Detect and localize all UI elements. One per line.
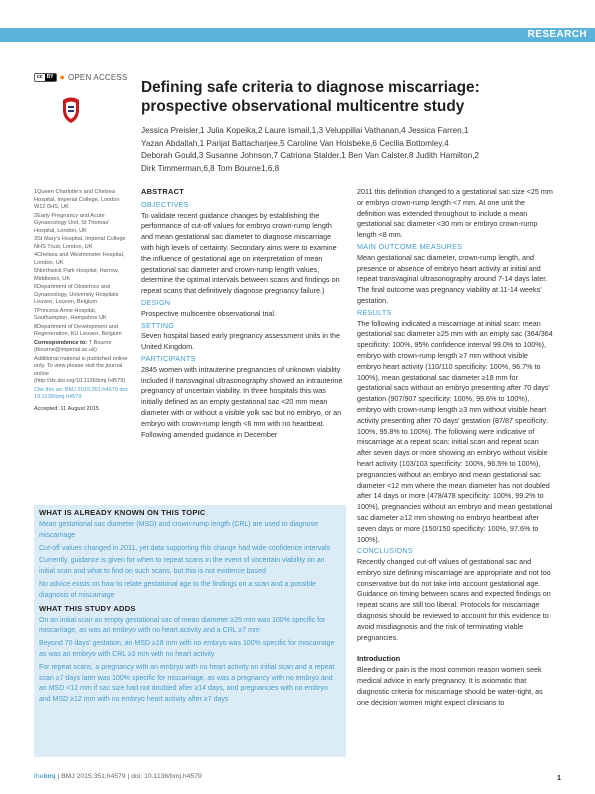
known-item: Mean gestational sac diameter (MSD) and crown-rump length (CRL) are used to diagnose miscarriage (39, 521, 318, 539)
affiliation: 3St Mary's Hospital, Imperial College NHS Trust, London, UK (34, 236, 126, 250)
affiliation: 7Princess Anne Hospital, Southampton, Hampshire UK (34, 307, 107, 321)
section-banner (0, 28, 595, 42)
adds-item: For repeat scans, a pregnancy with an embryo with no heart activity on initial scan and a repeat scan ≥7 days later was 100% specific for miscarriage, as was a pregnancy with no embryo and an MSD <12 mm if sac size had not doubled after ≥14 days, and pregnancies with no embryo and MSD ≥12 mm with no embryo heart activity after ≥7 days (39, 663, 335, 704)
accepted-date: Accepted: 11 August 2015 (34, 405, 99, 412)
known-item: Currently, guidance is given for when to repeat scans in the event of uncertain viability on an initial scan and what to find on such scans, but this is not evidence based (39, 557, 325, 576)
adds-heading: WHAT THIS STUDY ADDS (39, 603, 136, 613)
known-heading: WHAT IS ALREADY KNOWN ON THIS TOPIC (39, 508, 206, 517)
design-text: Prospective multicentre observational trial. (141, 308, 277, 318)
cc-by-license-icon[interactable]: cc BY (34, 73, 57, 82)
affiliation: 4Chelsea and Westminster Hospital, London, UK (34, 252, 125, 266)
affiliations (34, 189, 132, 414)
introduction-heading: Introduction (357, 654, 401, 664)
correspondence-email[interactable]: T Bourne (tbourne@imperial.ac.uk) (34, 339, 112, 353)
additional-material-note[interactable]: Additional material is published online only. To view please visit the journal online (http://dx.doi.org/10.1136/bmj.h4579) (34, 355, 128, 384)
objectives-text: To validate recent guidance changes by establishing the performance of cut-off values for embryo crown-rump length and mean gestational sac diameter to diagnose miscarriage with high levels of certainty. Secondary aims were to examine the influence of gestational age on interpretation of mean gestational sac diameter and crown-rump length values, determine the optimal intervals between scans and findings on repeat scans that definitively diagnose pregnancy failure.) (141, 210, 340, 296)
outcome-text: Mean gestational sac diameter, crown-rump length, and presence or absence of embryo heart activity at initial and repeat transvaginal ultrasonography around 7-14 days later. The final outcome was pregnancy viability at 11-14 weeks' gestation. (357, 252, 548, 305)
abstract-heading: ABSTRACT (141, 187, 185, 196)
outcome-heading: MAIN OUTCOME MEASURES (357, 241, 463, 251)
abstract-column-2 (357, 187, 553, 708)
adds-item: Beyond 70 days' gestation, an MSD ≥18 mm with no embryo was 100% specific for miscarriage as was an embryo with CRL ≥3 mm with no heart activity (39, 640, 335, 658)
institution-crest-icon (60, 96, 82, 124)
page-number: 1 (557, 773, 561, 782)
conclusions-text: Recently changed cut-off values of gestational sac and embryo size defining miscarriage are appropriate and not too conservative but do not take into account gestational age. Guidance on timing between scans and expected findings on repeat scans are still too liberal. Protocols for miscarriage diagnosis should be reviewed to account for this evidence to avoid misdiagnosis and the risk of terminating viable pregnancies. (357, 557, 551, 642)
known-item: No advice exists on how to relate gestational age to the findings on a scan and a possible diagnosis of miscarriage (39, 580, 317, 599)
bmj-logo: bmj (43, 773, 56, 780)
correspondence: Correspondence to: T Bourne (tbourne@imperial.ac.uk) (34, 339, 112, 353)
author-line: Dirk Timmerman,6,8 Tom Bourne1,6,8 (141, 163, 280, 173)
author-line: Deborah Gould,3 Susanne Johnson,7 Catriona Stalder,1 Ben Van Calster,8 Judith Hamilton,2 (141, 151, 480, 161)
open-access-badge[interactable] (34, 72, 128, 82)
results-heading: RESULTS (357, 307, 392, 317)
objectives-heading: OBJECTIVES (141, 199, 189, 209)
affiliation: 2Early Pregnancy and Acute Gynaecology Unit, St Thomas' Hospital, London, UK (34, 212, 110, 234)
design-heading: DESIGN (141, 297, 171, 307)
article-title: Defining safe criteria to diagnose miscarriage: prospective observational multicentre study (141, 79, 480, 115)
open-access-label: OPEN ACCESS (67, 72, 128, 82)
page-footer (34, 773, 561, 785)
summary-box (34, 505, 346, 757)
author-line: Jessica Preisler,1 Julia Kopeika,2 Laure Ismail,1,3 Veluppillai Vathanan,4 Jessica Farren,1 (141, 126, 469, 135)
conclusions-heading: CONCLUSIONS (357, 546, 414, 556)
results-text: The following indicated a miscarriage at initial scan: mean gestational sac diameter ≥25 mm with an empty sac (364/364 specificity: 100%, 95% confidence interval 99.0% to 100%), embryo with crown-rump length ≥7 mm without visible embryo heart activity (110/110 specificity: 100%, 96.7% to 100%), mean gestational sac diameter ≥18 mm for gestational sacs without an embryo presenting after 70 days' gestation (907/907 specificity: 100%, 99.6% to 100%), embryo with crown-rump length ≥3 mm without visible heart activity presenting after 70 days' gestation (87/87 specificity: 100%, 95.8% to 100%). The following were indicative of miscarriage at a repeat scan: initial scan and repeat scan after seven days or more showing an embryo without visible heart activity (103/103 specificity: 100%, 96.5% to 100%), pregnancies without an embryo and mean gestational sac diameter <12 mm where the mean diameter has not doubled after 14 days or more (478/478 specificity: 100%, 99.2% to 100%), pregnancies without an embryo and mean gestational sac diameter ≥12 mm showing no embryo heartbeat after seven days or more (150/150 specificity: 100%, 97.6% to 100%). (357, 318, 553, 544)
section-label: RESEARCH (527, 29, 587, 40)
author-line: Yazan Abdallah,1 Parijat Battacharjee,5 Caroline Van Holsbeke,6 Cecilia Bottomley,4 (141, 138, 449, 148)
introduction-text: Bleeding or pain is the most common reason women seek medical advice in early pregnancy. It is axiomatic that diagnostic criteria for miscarriage should be water-tight, as one decision women might expect clinicians to (357, 665, 543, 707)
setting-text: Seven hospital based early pregnancy assessment units in the United Kingdom. (141, 331, 340, 352)
adds-item: On an initial scan an empty gestational sac of mean diameter ≥25 mm was 100% specific for miscarriage, as was an embryo with no heart activity and a CRL ≥7 mm (39, 616, 326, 635)
footer-citation: thebmj | BMJ 2015;351:h4579 | doi: 10.1136/bmj.h4579 (34, 773, 202, 780)
participants-heading: PARTICIPANTS (141, 353, 196, 363)
open-lock-icon: ● (59, 72, 65, 82)
affiliation: 1Queen Charlotte's and Chelsea Hospital, Imperial College, London W12 0HS, UK (34, 189, 120, 210)
cite-as[interactable]: Cite this as: BMJ 2015;351:h4579 doi: 10.1136/bmj.h4579 (34, 386, 129, 400)
abstract-column-1 (141, 187, 344, 440)
affiliation: 8Department of Development and Regeneration, KU Leuven, Belgium (34, 323, 122, 337)
known-item: Cut-off values changed in 2011, yet data supporting this change had wide confidence intervals (39, 544, 331, 552)
affiliation: 6Department of Obstetrics and Gynaecology, University Hospitals Leuven, Leuven, Belgium (34, 284, 119, 305)
participants-continued: 2011 this definition changed to a gestational sac size <25 mm or embryo crown-rump length <7 mm. At one unit the definition was extended throughout to include a mean gestational sac diameter <30 mm or embryo crown-rump length <8 mm. (357, 187, 553, 240)
participants-text: 2845 women with intrauterine pregnancies of unknown viability included if transvaginal ultrasonography showed an intrauterine pregnancy of uncertain viability. In three hospitals this was initially defined as an empty gestational sac <20 mm mean diameter with or without a visible yolk sac but no embryo, or an embryo with crown-rump length <6 mm with no heartbeat. Following amended guidance in December (141, 364, 343, 439)
setting-heading: SETTING (141, 320, 175, 330)
author-list (141, 125, 541, 175)
affiliation: 5Northwick Park Hospital, Harrow, Middlesex, UK (34, 268, 119, 282)
